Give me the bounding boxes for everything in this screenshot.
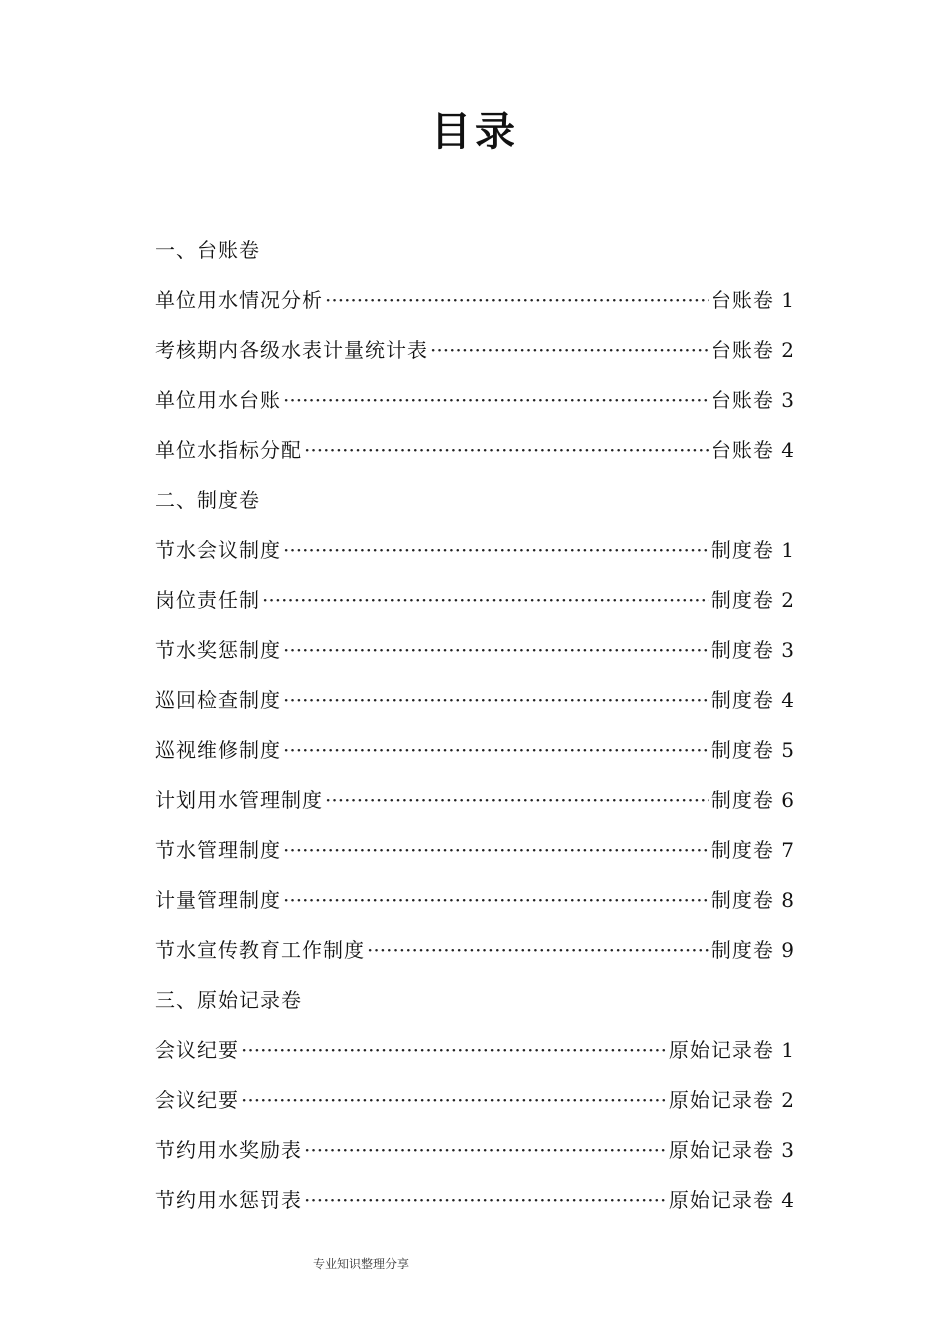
entry-title: 会议纪要 (155, 1038, 239, 1062)
page-footer: 专业知识整理分享 (313, 1257, 410, 1271)
entry-reference: 台账卷 3 (710, 388, 795, 412)
entry-title: 考核期内各级水表计量统计表 (155, 338, 428, 362)
toc-entry[interactable] (155, 1175, 795, 1225)
toc-entry[interactable] (155, 725, 795, 775)
entry-reference: 制度卷 3 (710, 638, 795, 662)
toc-entry[interactable] (155, 1025, 795, 1075)
dot-leader (325, 775, 709, 825)
entry-reference: 原始记录卷 1 (668, 1038, 795, 1062)
entry-title: 单位用水情况分析 (155, 288, 323, 312)
entry-title: 节约用水奖励表 (155, 1138, 302, 1162)
dot-leader (283, 625, 709, 675)
entry-reference: 制度卷 1 (710, 538, 795, 562)
dot-leader (283, 725, 709, 775)
toc-entry[interactable] (155, 375, 795, 425)
toc-entry[interactable] (155, 625, 795, 675)
table-of-contents (155, 225, 795, 1225)
entry-reference: 原始记录卷 4 (668, 1188, 795, 1212)
dot-leader (283, 525, 709, 575)
entry-title: 节水管理制度 (155, 838, 281, 862)
entry-reference: 原始记录卷 3 (668, 1138, 795, 1162)
toc-entry[interactable] (155, 1075, 795, 1125)
entry-reference: 制度卷 6 (710, 788, 795, 812)
entry-title: 岗位责任制 (155, 588, 260, 612)
section-heading: 一、台账卷 (155, 238, 260, 262)
section-heading: 三、原始记录卷 (155, 988, 302, 1012)
toc-entry[interactable] (155, 925, 795, 975)
entry-title: 单位用水台账 (155, 388, 281, 412)
entry-reference: 台账卷 1 (710, 288, 795, 312)
entry-reference: 制度卷 4 (710, 688, 795, 712)
entry-reference: 制度卷 8 (710, 888, 795, 912)
page-title: 目录 (431, 109, 519, 155)
entry-reference: 原始记录卷 2 (668, 1088, 795, 1112)
dot-leader (283, 875, 709, 925)
entry-title: 节约用水惩罚表 (155, 1188, 302, 1212)
dot-leader (241, 1025, 667, 1075)
dot-leader (325, 275, 709, 325)
dot-leader (283, 675, 709, 725)
dot-leader (367, 925, 709, 975)
dot-leader (283, 825, 709, 875)
entry-title: 巡回检查制度 (155, 688, 281, 712)
toc-entry[interactable] (155, 525, 795, 575)
dot-leader (304, 1125, 667, 1175)
entry-title: 节水奖惩制度 (155, 638, 281, 662)
entry-reference: 制度卷 7 (710, 838, 795, 862)
entry-title: 巡视维修制度 (155, 738, 281, 762)
toc-entry[interactable] (155, 675, 795, 725)
toc-entry[interactable] (155, 325, 795, 375)
dot-leader (430, 325, 709, 375)
toc-entry[interactable] (155, 425, 795, 475)
section-heading: 二、制度卷 (155, 488, 260, 512)
entry-title: 节水会议制度 (155, 538, 281, 562)
entry-reference: 台账卷 2 (710, 338, 795, 362)
toc-entry[interactable] (155, 825, 795, 875)
entry-title: 单位水指标分配 (155, 438, 302, 462)
entry-reference: 台账卷 4 (710, 438, 795, 462)
dot-leader (262, 575, 709, 625)
toc-entry[interactable] (155, 775, 795, 825)
toc-entry[interactable] (155, 1125, 795, 1175)
entry-reference: 制度卷 5 (710, 738, 795, 762)
toc-entry[interactable] (155, 275, 795, 325)
entry-title: 计量管理制度 (155, 888, 281, 912)
toc-entry[interactable] (155, 875, 795, 925)
entry-reference: 制度卷 2 (710, 588, 795, 612)
entry-title: 会议纪要 (155, 1088, 239, 1112)
dot-leader (241, 1075, 667, 1125)
dot-leader (283, 375, 709, 425)
dot-leader (304, 425, 709, 475)
toc-entry[interactable] (155, 575, 795, 625)
entry-reference: 制度卷 9 (710, 938, 795, 962)
entry-title: 节水宣传教育工作制度 (155, 938, 365, 962)
dot-leader (304, 1175, 667, 1225)
entry-title: 计划用水管理制度 (155, 788, 323, 812)
